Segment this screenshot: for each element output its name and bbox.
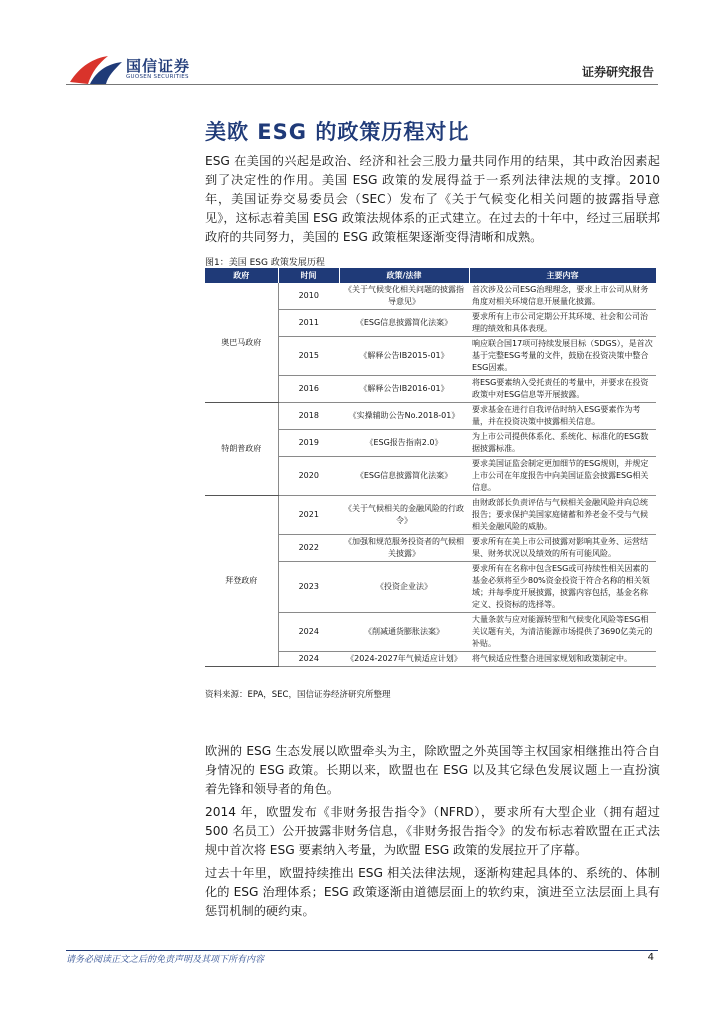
table-row — [205, 496, 656, 535]
content-cell: 要求所有在美上市公司披露对影响其业务、运营结果、财务状况以及绩效的所有可能风险。 — [469, 535, 656, 562]
europe-paragraph-2: 2014 年，欧盟发布《非财务报告指令》（NFRD），要求所有大型企业（拥有超过 500 名员工）公开披露非财务信息，《非财务报告指令》的发布标志着欧盟在正式法规中首次将 ESG 要素纳入考量，为欧盟 ESG 政策的发展拉开了序幕。 — [205, 805, 660, 857]
content-cell: 大量条款与应对能源转型和气候变化风险等ESG相关议题有关，为清洁能源市场提供了3690亿美元的补贴。 — [469, 613, 656, 652]
esg-policy-table — [205, 268, 657, 667]
year-cell: 2024 — [278, 613, 339, 652]
header-law: 政策/法律 — [339, 268, 469, 283]
content-cell: 响应联合国17项可持续发展目标（SDGS），是首次基于完整ESG考量的文件，鼓励在投资决策中整合ESG因素。 — [469, 337, 656, 376]
content-cell: 要求所有上市公司定期公开其环境、社会和公司治理的绩效和具体表现。 — [469, 310, 656, 337]
year-cell: 2023 — [278, 562, 339, 613]
law-cell: 《实操辅助公告No.2018-01》 — [339, 403, 469, 430]
law-cell: 《削减通货膨胀法案》 — [339, 613, 469, 652]
header-gov: 政府 — [205, 268, 278, 283]
europe-paragraph-1: 欧洲的 ESG 生态发展以欧盟牵头为主，除欧盟之外英国等主权国家相继推出符合自身情况的 ESG 政策。长期以来，欧盟也在 ESG 以及其它绿色发展议题上一直扮演着先锋和领导者的角色。 — [205, 744, 660, 796]
law-cell: 《解释公告IB2016-01》 — [339, 376, 469, 403]
law-cell: 《加强和规范服务投资者的气候相关披露》 — [339, 535, 469, 562]
law-cell: 《解释公告IB2015-01》 — [339, 337, 469, 376]
header-divider — [66, 84, 658, 85]
gov-cell: 奥巴马政府 — [205, 283, 278, 403]
law-cell: 《2024-2027年气候适应计划》 — [339, 652, 469, 667]
year-cell: 2024 — [278, 652, 339, 667]
content-cell: 要求所有在名称中包含ESG或可持续性相关因素的基金必须将至少80%资金投资于符合名称的相关领域；并每季度开展披露，披露内容包括，基金名称定义、投资标的选择等。 — [469, 562, 656, 613]
law-cell: 《关于气候相关的金融风险的行政令》 — [339, 496, 469, 535]
table-row — [205, 403, 656, 430]
europe-paragraph-3: 过去十年里，欧盟持续推出 ESG 相关法律法规，逐渐构建起具体的、系统的、体制化的 ESG 治理体系；ESG 政策逐渐由道德层面上的软约束，演进至立法层面上具有惩罚机制的硬约束。 — [205, 866, 660, 918]
year-cell: 2021 — [278, 496, 339, 535]
intro-paragraph: ESG 在美国的兴起是政治、经济和社会三股力量共同作用的结果，其中政治因素起到了决定性的作用。美国 ESG 政策的发展得益于一系列法律法规的支撑。2010 年，美国证券交易委员会（SEC）发布了《关于气候变化相关问题的披露指导意见》，这标志着美国 ESG 政策法规体系的正式建立。在过去的十年中，经过三届联邦政府的共同努力，美国的 ESG 政策框架逐渐变得清晰和成熟。 — [205, 154, 660, 244]
content-cell: 要求美国证监会制定更加细节的ESG规则，并规定上市公司在年度报告中向美国证监会披露ESG相关信息。 — [469, 457, 656, 496]
gov-cell: 拜登政府 — [205, 496, 278, 667]
law-cell: 《ESG信息披露简化法案》 — [339, 310, 469, 337]
year-cell: 2010 — [278, 283, 339, 310]
law-cell: 《ESG报告指南2.0》 — [339, 430, 469, 457]
guosen-logo-icon — [68, 52, 124, 86]
content-cell: 将ESG要素纳入受托责任的考量中，并要求在投资政策中对ESG信息等开展披露。 — [469, 376, 656, 403]
header-content: 主要内容 — [469, 268, 656, 283]
year-cell: 2019 — [278, 430, 339, 457]
content-cell: 首次涉及公司ESG治理理念，要求上市公司从财务角度对相关环境信息开展量化披露。 — [469, 283, 656, 310]
page-header — [0, 0, 724, 100]
law-cell: 《关于气候变化相关问题的披露指导意见》 — [339, 283, 469, 310]
report-type-label: 证券研究报告 — [581, 65, 654, 79]
disclaimer-text: 请务必阅读正文之后的免责声明及其项下所有内容 — [66, 955, 265, 965]
page-number: 4 — [647, 952, 654, 963]
law-cell: 《ESG信息披露简化法案》 — [339, 457, 469, 496]
content-cell: 为上市公司提供体系化、系统化、标准化的ESG数据披露标准。 — [469, 430, 656, 457]
year-cell: 2011 — [278, 310, 339, 337]
content-cell: 要求基金在进行自我评估时纳入ESG要素作为考量，并在投资决策中披露相关信息。 — [469, 403, 656, 430]
content-cell: 由财政部长负责评估与气候相关金融风险并向总统报告；要求保护美国家庭储蓄和养老金不受与气候相关金融风险的威胁。 — [469, 496, 656, 535]
guosen-logo — [68, 52, 198, 86]
year-cell: 2022 — [278, 535, 339, 562]
content-cell: 将气候适应性整合进国家规划和政策制定中。 — [469, 652, 656, 667]
table-row — [205, 283, 656, 310]
year-cell: 2016 — [278, 376, 339, 403]
logo-text-en: GUOSEN SECURITIES — [126, 74, 189, 80]
logo-text-cn: 国信证券 — [126, 57, 191, 75]
table-header-row — [205, 268, 656, 283]
figure-source: 资料来源：EPA，SEC，国信证券经济研究所整理 — [205, 690, 391, 700]
law-cell: 《投资企业法》 — [339, 562, 469, 613]
header-year: 时间 — [278, 268, 339, 283]
gov-cell: 特朗普政府 — [205, 403, 278, 496]
year-cell: 2015 — [278, 337, 339, 376]
figure-title: 图1：美国 ESG 政策发展历程 — [205, 258, 325, 268]
year-cell: 2018 — [278, 403, 339, 430]
footer-divider — [66, 950, 658, 951]
year-cell: 2020 — [278, 457, 339, 496]
section-title: 美欧 ESG 的政策历程对比 — [205, 120, 470, 144]
